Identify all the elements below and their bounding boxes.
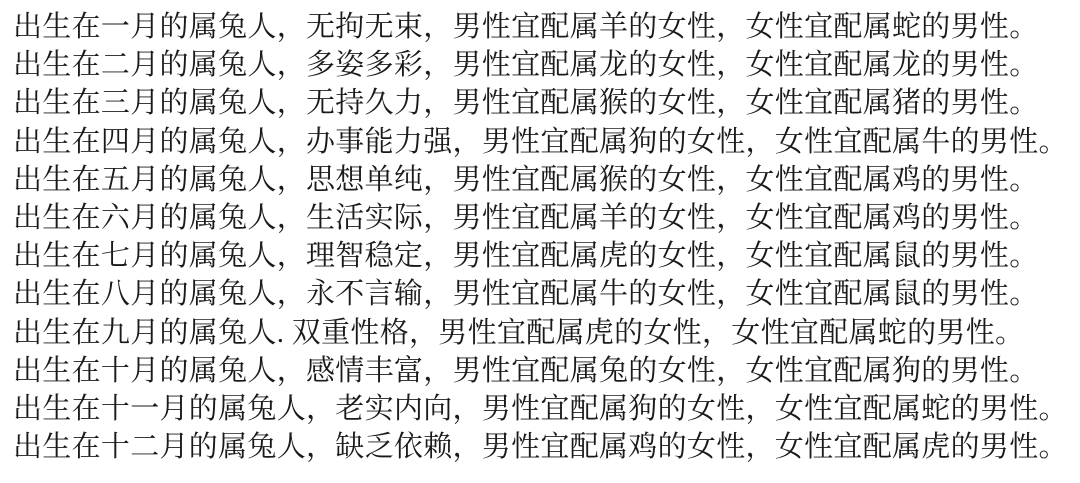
zodiac-line-month-6: 出生在六月的属兔人，生活实际，男性宜配属羊的女性，女性宜配属鸡的男性。 [13, 202, 1039, 235]
zodiac-line-month-9: 出生在九月的属兔人. 双重性格，男性宜配属虎的女性，女性宜配属蛇的男性。 [13, 316, 1025, 349]
zodiac-line-month-1: 出生在一月的属兔人，无拘无束，男性宜配属羊的女性，女性宜配属蛇的男性。 [13, 11, 1039, 43]
zodiac-line-month-7: 出生在七月的属兔人，理智稳定，男性宜配属虎的女性，女性宜配属鼠的男性。 [13, 240, 1039, 273]
zodiac-line-month-10: 出生在十月的属兔人，感情丰富，男性宜配属兔的女性，女性宜配属狗的男性。 [13, 354, 1039, 387]
zodiac-line-month-12: 出生在十二月的属兔人，缺乏依赖，男性宜配属鸡的女性，女性宜配属虎的男性。 [13, 431, 1068, 464]
zodiac-line-month-5: 出生在五月的属兔人，思想单纯，男性宜配属猴的女性，女性宜配属鸡的男性。 [13, 163, 1039, 196]
zodiac-line-month-8: 出生在八月的属兔人，永不言输，男性宜配属牛的女性，女性宜配属鼠的男性。 [13, 278, 1039, 311]
zodiac-line-month-2: 出生在二月的属兔人，多姿多彩，男性宜配属龙的女性，女性宜配属龙的男性。 [13, 49, 1039, 82]
zodiac-line-month-4: 出生在四月的属兔人，办事能力强，男性宜配属狗的女性，女性宜配属牛的男性。 [13, 125, 1068, 158]
zodiac-line-month-3: 出生在三月的属兔人，无持久力，男性宜配属猴的女性，女性宜配属猪的男性。 [13, 87, 1039, 120]
zodiac-line-month-11: 出生在十一月的属兔人，老实内向，男性宜配属狗的女性，女性宜配属蛇的男性。 [13, 393, 1068, 426]
